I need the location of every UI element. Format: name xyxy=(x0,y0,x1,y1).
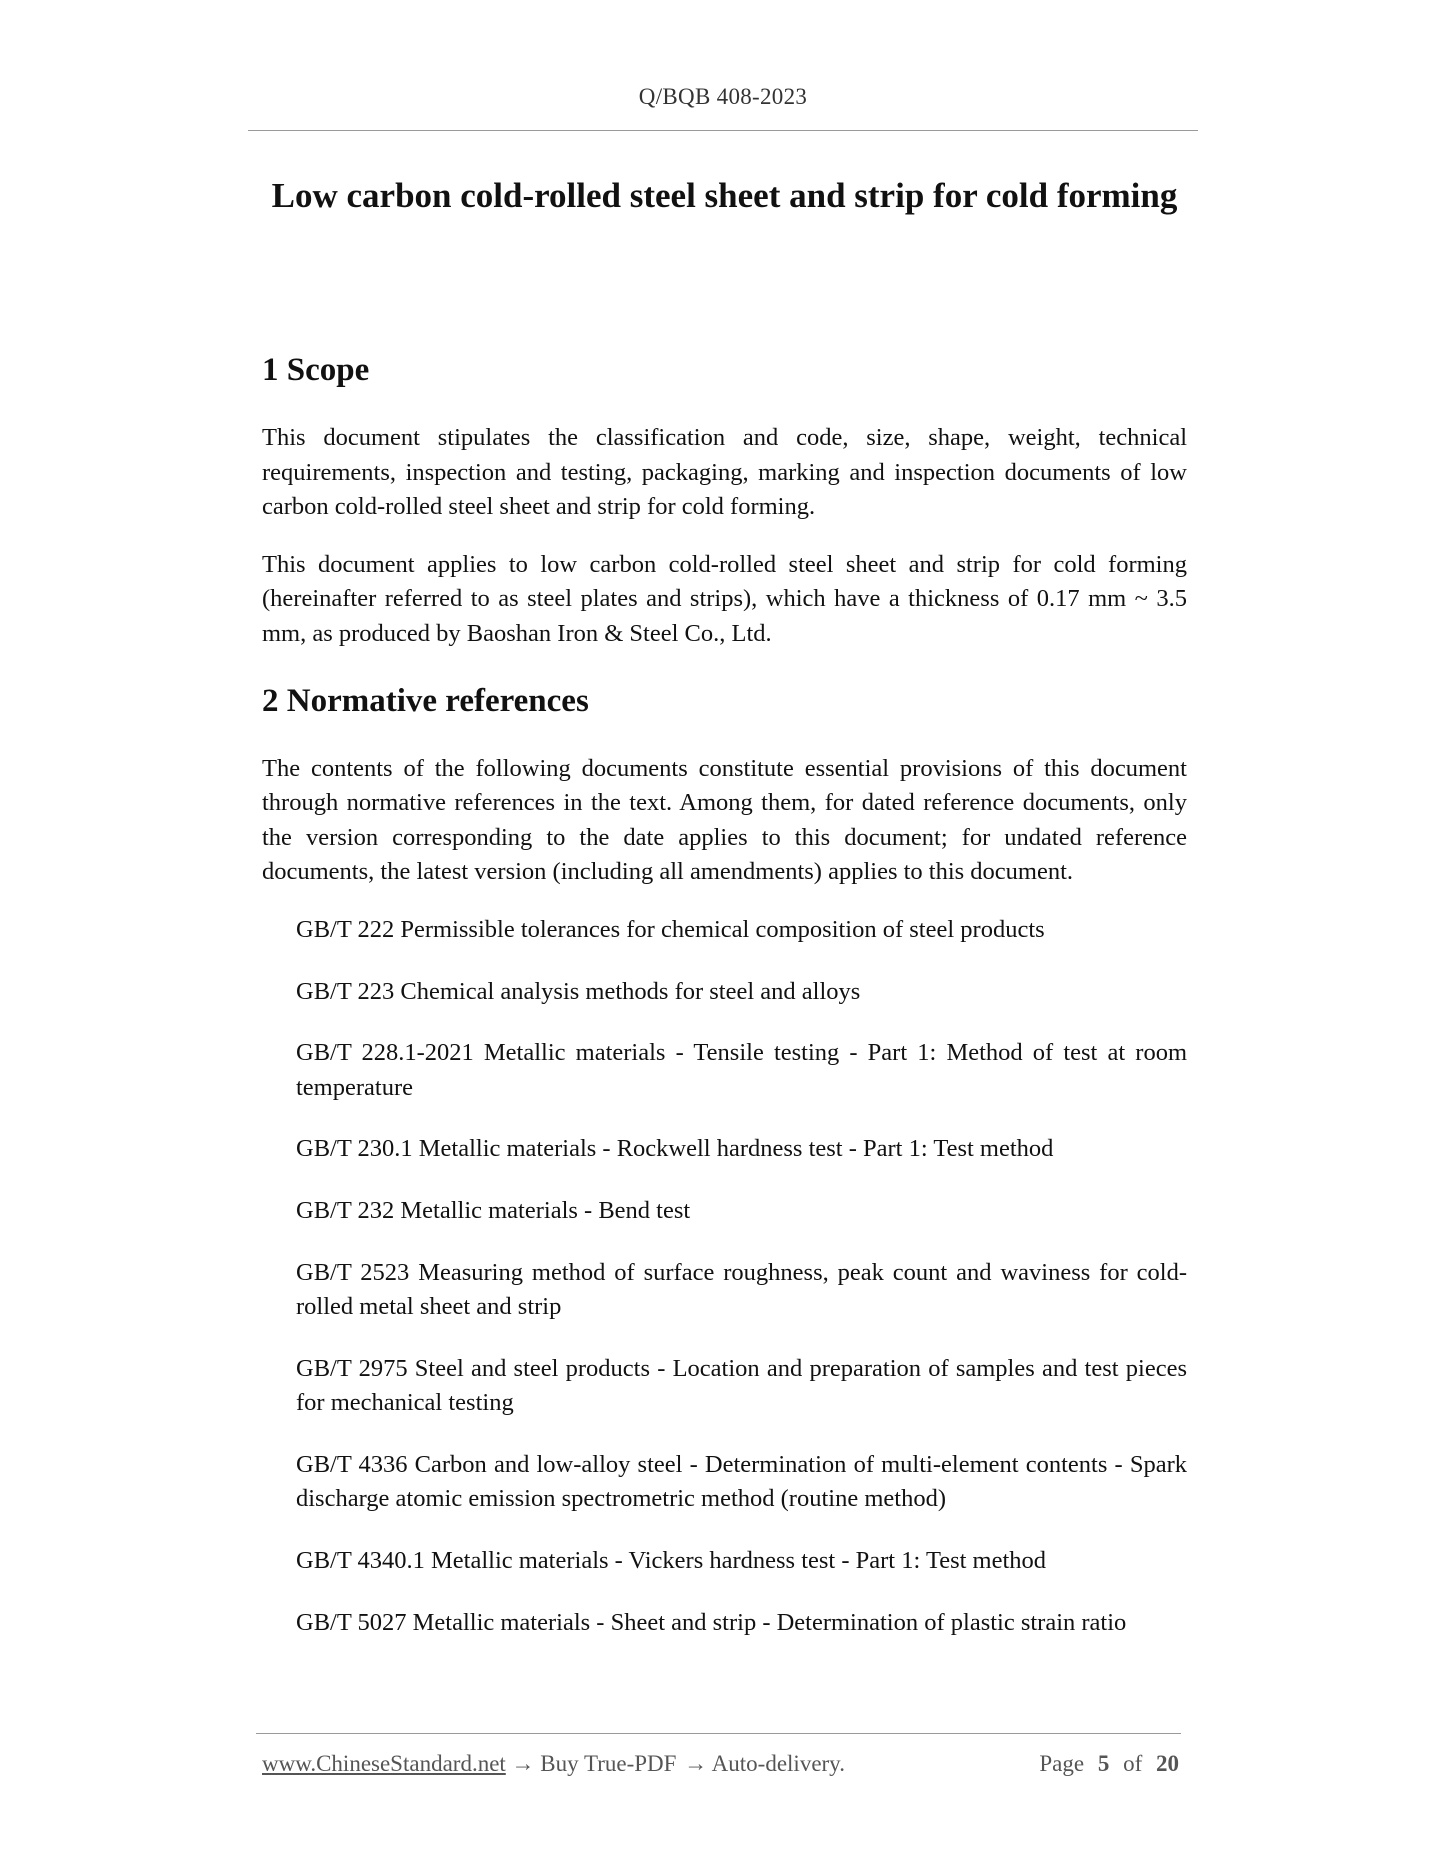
reference-item: GB/T 5027 Metallic materials - Sheet and strip - Determination of plastic strain ratio xyxy=(296,1608,1127,1636)
page-indicator xyxy=(1039,1751,1179,1777)
total-page-count: 20 xyxy=(1156,1751,1179,1776)
reference-item: GB/T 232 Metallic materials - Bend test xyxy=(296,1196,691,1224)
document-code-header: Q/BQB 408-2023 xyxy=(638,84,808,109)
reference-item: GB/T 4336 Carbon and low-alloy steel - Determination of multi-element contents - Spark discharge atomic emission spectrometric method (routine method) xyxy=(296,1450,1187,1513)
scope-paragraph: This document stipulates the classification and code, size, shape, weight, technical requirements, inspection and testing, packaging, marking and inspection documents of low carbon cold-rolled steel sheet and strip for cold forming. xyxy=(262,424,1187,521)
reference-item: GB/T 230.1 Metallic materials - Rockwell hardness test - Part 1: Test method xyxy=(296,1135,1054,1163)
reference-list xyxy=(262,913,1187,1640)
website-link[interactable]: www.ChineseStandard.net xyxy=(262,1751,506,1776)
auto-delivery-text: → Auto-delivery. xyxy=(684,1751,845,1776)
header-divider xyxy=(248,130,1198,131)
footer-divider xyxy=(256,1733,1181,1734)
document-title: Low carbon cold-rolled steel sheet and strip for cold forming xyxy=(271,176,1178,215)
normative-intro-paragraph: The contents of the following documents constitute essential provisions of this document through normative references in the text. Among them, for dated reference documents, only the version corresponding to the date applies to this document; for undated reference documents, the latest version (including all amendments) applies to this document. xyxy=(262,754,1187,886)
section-heading-scope: 1 Scope xyxy=(262,352,370,388)
footer-promo xyxy=(262,1751,847,1777)
section-heading-normative-references: 2 Normative references xyxy=(262,682,589,719)
reference-item: GB/T 223 Chemical analysis methods for steel and alloys xyxy=(296,977,861,1005)
reference-item: GB/T 228.1-2021 Metallic materials - Tensile testing - Part 1: Method of test at room temperature xyxy=(296,1039,1187,1101)
page-footer xyxy=(262,1751,1179,1777)
page-label: Page xyxy=(1039,1751,1085,1776)
current-page-number: 5 xyxy=(1097,1751,1110,1776)
scope-paragraph: This document applies to low carbon cold-rolled steel sheet and strip for cold forming (hereinafter referred to as steel plates and strips), which have a thickness of 0.17 mm ~ 3.5 mm, as produced by Baoshan Iron & Steel Co., Ltd. xyxy=(262,550,1187,647)
buy-pdf-text: → Buy True-PDF xyxy=(511,1751,677,1776)
reference-item: GB/T 2523 Measuring method of surface roughness, peak count and waviness for cold-rolled metal sheet and strip xyxy=(296,1258,1187,1321)
reference-item: GB/T 2975 Steel and steel products - Location and preparation of samples and test pieces for mechanical testing xyxy=(296,1354,1187,1417)
reference-item: GB/T 4340.1 Metallic materials - Vickers hardness test - Part 1: Test method xyxy=(296,1547,1047,1575)
reference-item: GB/T 222 Permissible tolerances for chemical composition of steel products xyxy=(296,915,1045,943)
document-body xyxy=(262,170,1187,1667)
page-of-label: of xyxy=(1123,1751,1143,1776)
